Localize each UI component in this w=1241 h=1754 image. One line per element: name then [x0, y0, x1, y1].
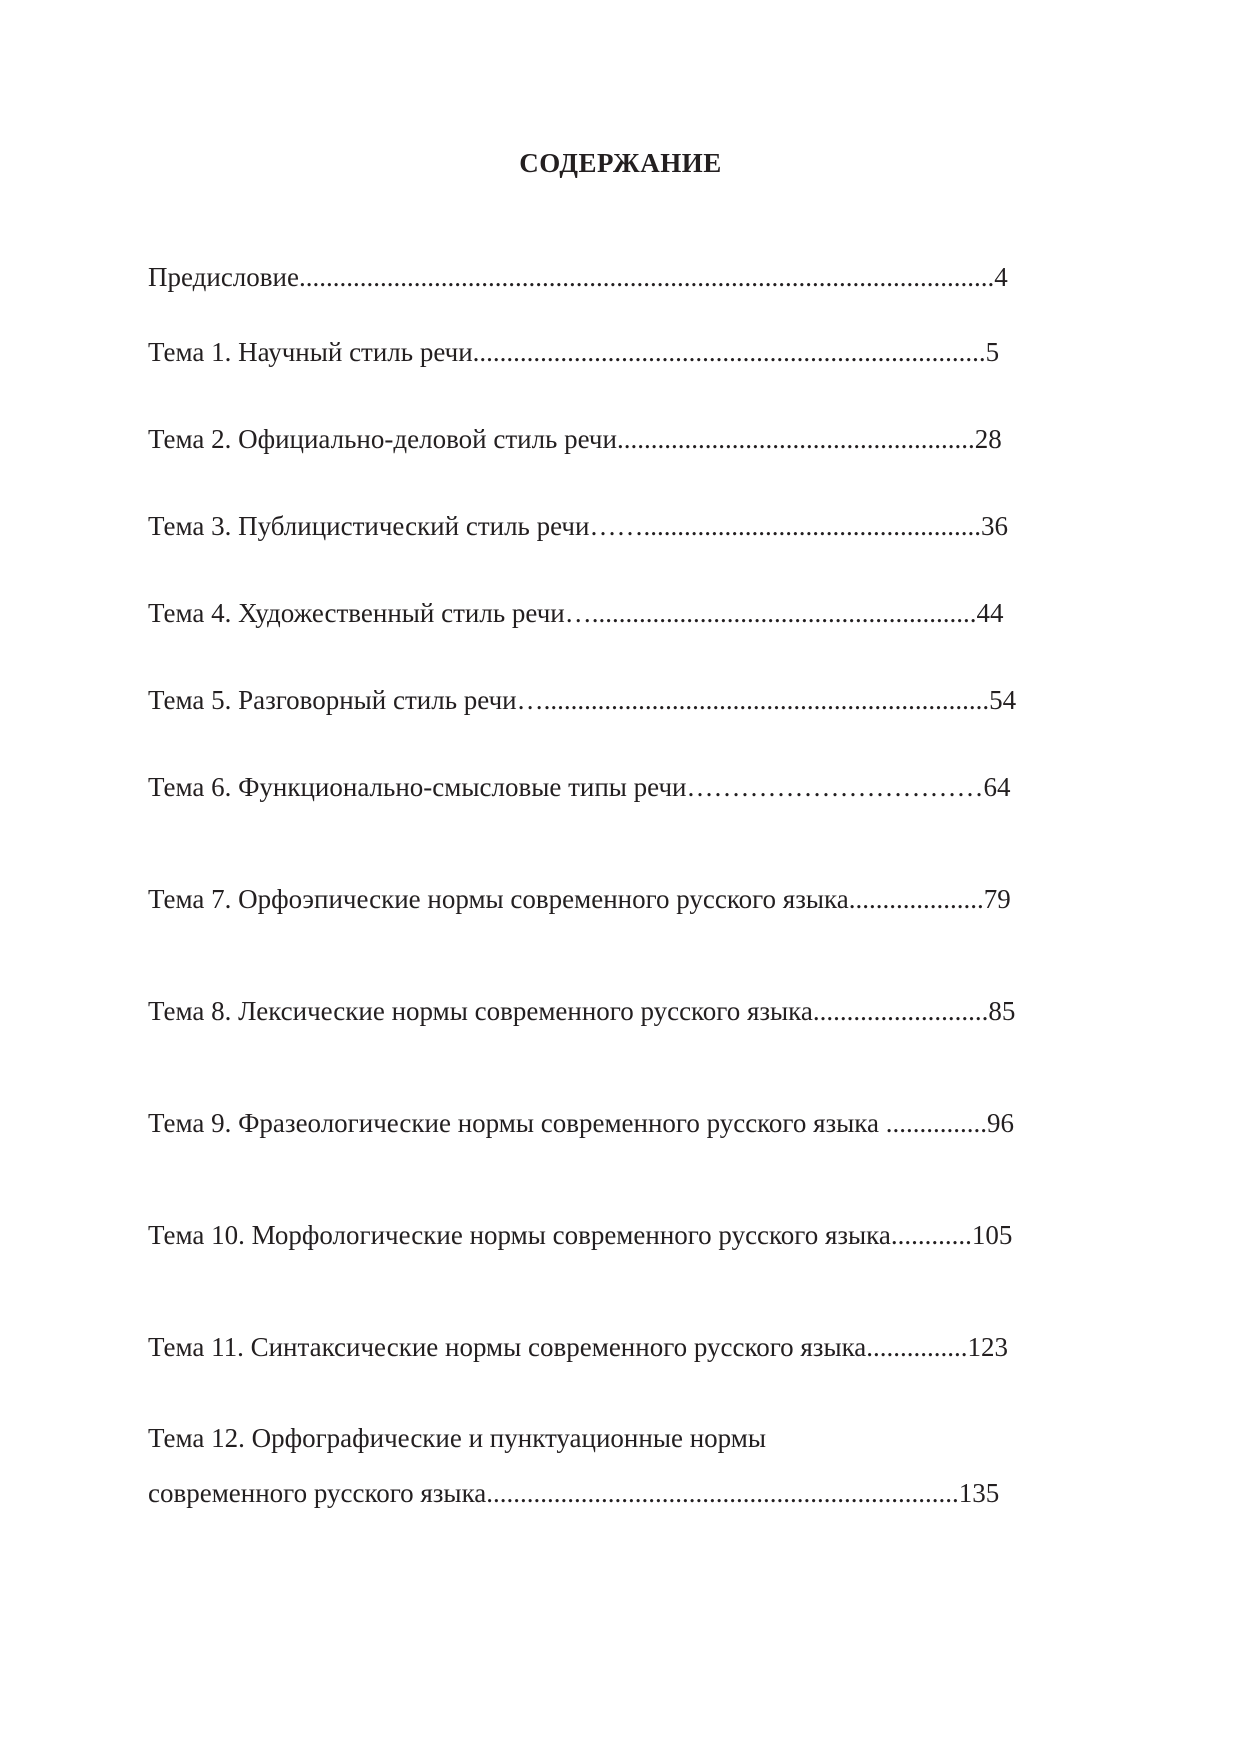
toc-entry-topic-4[interactable]: Тема 4. Художественный стиль речи….........................................................44	[148, 598, 1004, 628]
toc-entry-topic-10[interactable]: Тема 10. Морфологические нормы современного русского языка............105	[148, 1220, 1013, 1250]
toc-entry-topic-1[interactable]: Тема 1. Научный стиль речи............................................................................5	[148, 337, 1000, 367]
toc-entry-topic-2[interactable]: Тема 2. Официально-деловой стиль речи.....................................................28	[148, 424, 1002, 454]
toc-entry-topic-11[interactable]: Тема 11. Синтаксические нормы современного русского языка...............123	[148, 1332, 1009, 1362]
toc-entry-topic-3[interactable]: Тема 3. Публицистический стиль речи……..................................................36	[148, 511, 1008, 541]
toc-entry-topic-6[interactable]: Тема 6. Функционально-смысловые типы речи……………………………64	[148, 772, 1011, 802]
toc-entry-topic-7[interactable]: Тема 7. Орфоэпические нормы современного русского языка....................79	[148, 884, 1011, 914]
toc-entry-topic-12-continued[interactable]: современного русского языка......................................................................135	[148, 1478, 1000, 1508]
toc-entry-preface[interactable]: Предисловие.......................................................................................................4	[148, 262, 1008, 292]
toc-entry-topic-12[interactable]: Тема 12. Орфографические и пунктуационные нормы	[148, 1423, 766, 1453]
toc-entry-topic-5[interactable]: Тема 5. Разговорный стиль речи…..................................................................54	[148, 685, 1017, 715]
toc-entry-topic-8[interactable]: Тема 8. Лексические нормы современного русского языка..........................85	[148, 996, 1016, 1026]
page-title: СОДЕРЖАНИЕ	[519, 148, 722, 178]
toc-entry-topic-9[interactable]: Тема 9. Фразеологические нормы современного русского языка ...............96	[148, 1108, 1014, 1138]
